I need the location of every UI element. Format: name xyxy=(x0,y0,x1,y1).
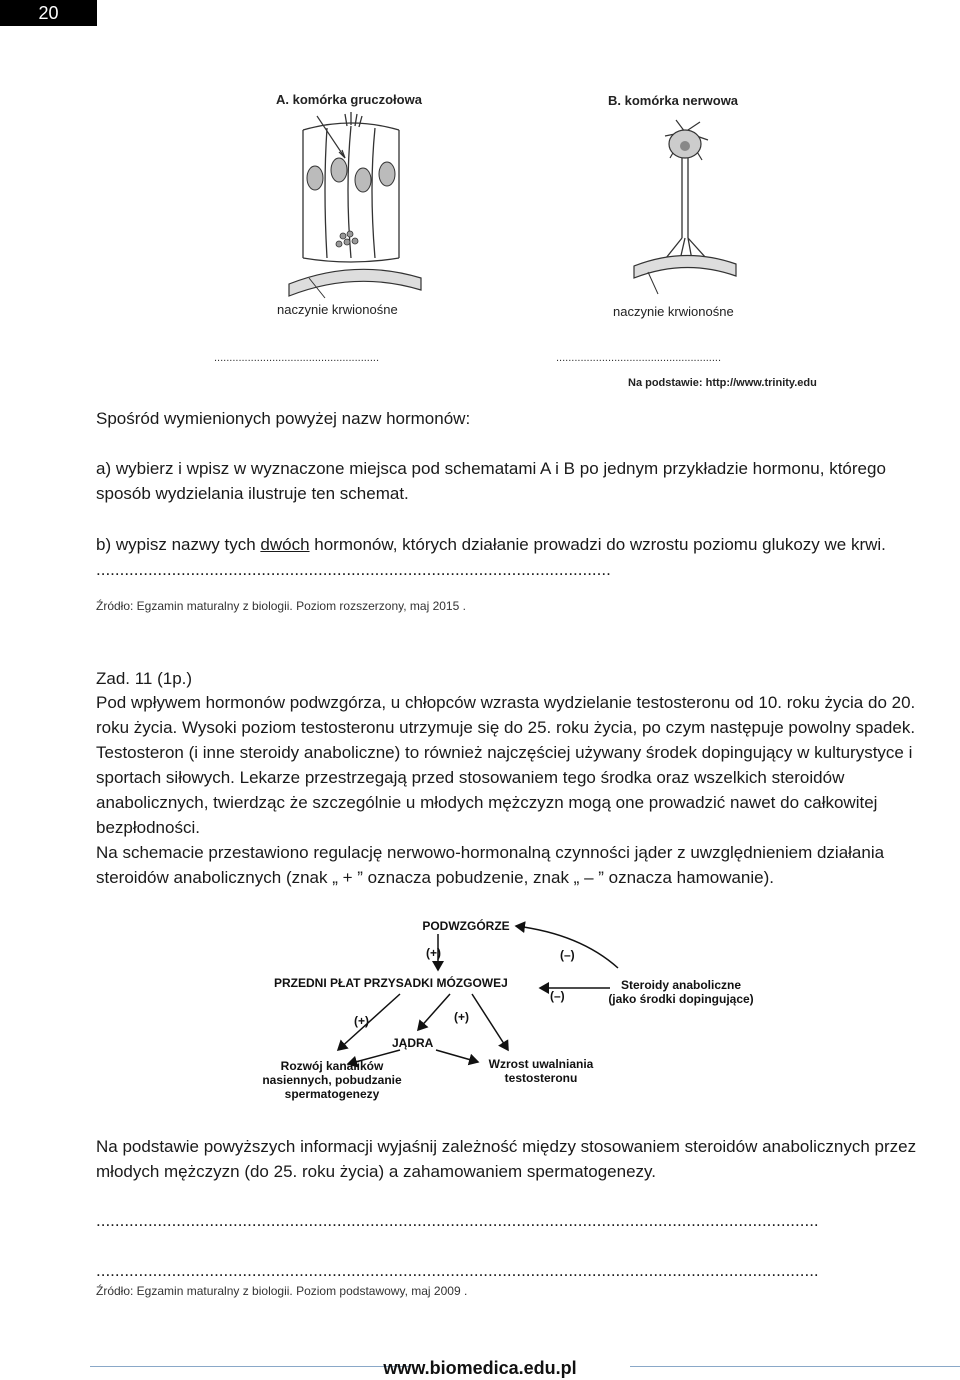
gland-cell-illustration xyxy=(285,108,425,308)
task10-part-b-pre: b) wypisz nazwy tych xyxy=(96,535,261,554)
task10-part-b-post: hormonów, których działanie prowadzi do wzrostu poziomu glukozy we krwi. ............................................................................................................. xyxy=(96,535,886,579)
diagram-steroids xyxy=(596,978,766,1006)
diagram-tubules-line1: Rozwój kanalików xyxy=(280,1059,384,1073)
diagram-testosterone-release xyxy=(476,1057,606,1085)
task10-part-b xyxy=(96,532,936,582)
task11-source: Źródło: Egzamin maturalny z biologii. Poziom podstawowy, maj 2009 . xyxy=(96,1284,468,1298)
answer-dots-a: ...................................................... xyxy=(214,352,380,364)
diagram-tubules-line2: nasiennych, pobudzanie xyxy=(262,1073,402,1087)
vessel-label-a: naczynie krwionośne xyxy=(277,302,398,317)
diagram-minus-1: (–) xyxy=(560,948,575,962)
diagram-tubules-line3: spermatogenezy xyxy=(284,1087,380,1101)
footer-url[interactable]: www.biomedica.edu.pl xyxy=(383,1358,577,1378)
diagram-tubules-development xyxy=(252,1059,412,1101)
task11-question: Na podstawie powyższych informacji wyjaśnij zależność między stosowaniem steroidów anabolicznych przez młodych mężczyzn (do 25. roku życia) a zahamowaniem spermatogenezy. xyxy=(96,1137,917,1181)
diagram-release-line1: Wzrost uwalniania xyxy=(488,1057,594,1071)
diagram-minus-2: (–) xyxy=(550,989,565,1003)
page-number: 20 xyxy=(0,0,97,26)
answer-dots-b: ...................................................... xyxy=(556,352,722,364)
task10-part-b-underlined: dwóch xyxy=(260,535,310,554)
diagram-hypothalamus: PODWZGÓRZE xyxy=(422,919,510,933)
diagram-steroids-line1: Steroidy anaboliczne xyxy=(620,978,742,992)
figure-a-label: A. komórka gruczołowa xyxy=(276,92,422,107)
answer-line-1[interactable]: ......................................................................................................................................................... xyxy=(96,1211,819,1230)
figure-b-label: B. komórka nerwowa xyxy=(608,93,739,108)
diagram-plus-3: (+) xyxy=(454,1010,469,1024)
task10-part-a: a) wybierz i wpisz w wyznaczone miejsca pod schematami A i B po jednym przykładzie hormonu, którego sposób wydzielania ilustruje ten schemat. xyxy=(96,459,886,503)
diagram-plus-1: (+) xyxy=(426,946,441,960)
task11-schema-intro: Na schemacie przestawiono regulację nerwowo-hormonalną czynności jąder z uwzględnieniem działania steroidów anabolicznych (znak „ + ” oznacza pobudzenie, znak „ – ” oznacza hamowanie). xyxy=(96,843,885,887)
task10-source: Źródło: Egzamin maturalny z biologii. Poziom rozszerzony, maj 2015 . xyxy=(96,599,466,613)
figure-credit: Na podstawie: http://www.trinity.edu xyxy=(628,377,817,389)
task11-body: Pod wpływem hormonów podwzgórza, u chłopców wzrasta wydzielanie testosteronu od 10. roku życia do 20. roku życia. Wysoki poziom testosteronu utrzymuje się do 25. roku życia, po czym następuje powolny spadek. Testosteron (i inne steroidy anaboliczne) to również najczęściej używany środek dopingujący w kulturystyce i sportach siłowych. Lekarze przestrzegają przed stosowaniem tego środka oraz wszelkich steroidów anabolicznych, twierdząc że szczególnie u młodych mężczyzn mogą one prowadzić nawet do całkowitej bezpłodności. xyxy=(96,693,916,837)
diagram-release-line2: testosteronu xyxy=(504,1071,578,1085)
nerve-cell-illustration xyxy=(630,118,740,303)
diagram-steroids-line2: (jako środki dopingujące) xyxy=(608,992,754,1006)
task11-heading: Zad. 11 (1p.) xyxy=(96,669,193,688)
answer-line-2[interactable]: ......................................................................................................................................................... xyxy=(96,1261,819,1280)
task10-intro: Spośród wymienionych powyżej nazw hormonów: xyxy=(96,409,471,428)
vessel-label-b: naczynie krwionośne xyxy=(613,304,734,319)
diagram-plus-2: (+) xyxy=(354,1014,369,1028)
diagram-pituitary: PRZEDNI PŁAT PRZYSADKI MÓZGOWEJ xyxy=(274,976,508,990)
diagram-testes: JĄDRA xyxy=(392,1036,434,1050)
